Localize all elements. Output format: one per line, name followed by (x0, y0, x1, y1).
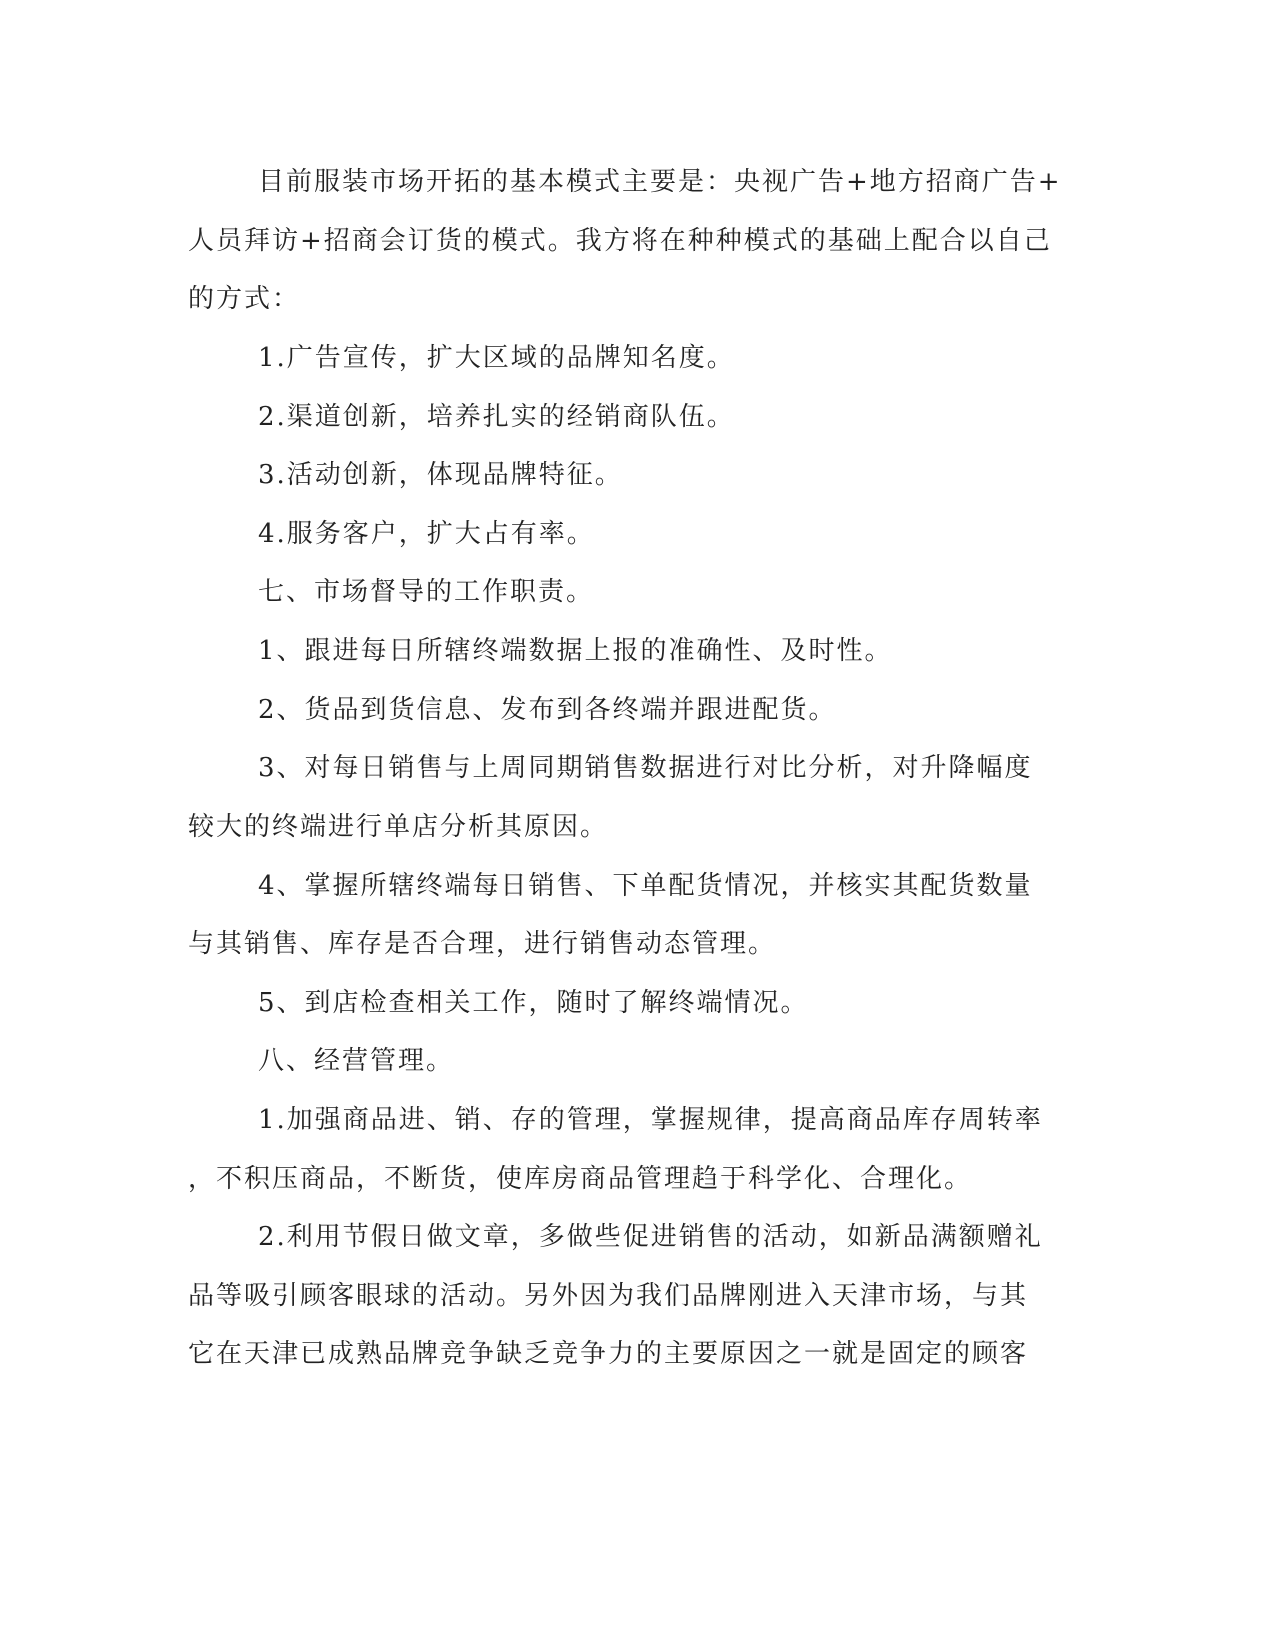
paragraph-line: 与其销售、库存是否合理，进行销售动态管理。 (188, 929, 777, 959)
list-item: 2、货品到货信息、发布到各终端并跟进配货。 (258, 695, 837, 725)
paragraph-line: ，不积压商品，不断货，使库房商品管理趋于科学化、合理化。 (188, 1164, 973, 1194)
paragraph-line: 它在天津已成熟品牌竞争缺乏竞争力的主要原因之一就是固定的顾客 (188, 1339, 1029, 1369)
list-item: 1.广告宣传，扩大区域的品牌知名度。 (258, 343, 735, 373)
paragraph-line: 人员拜访+招商会订货的模式。我方将在种种模式的基础上配合以自己 (188, 226, 1052, 256)
list-item: 5、到店检查相关工作，随时了解终端情况。 (258, 988, 809, 1018)
list-item: 2.利用节假日做文章，多做些促进销售的活动，如新品满额赠礼 (258, 1222, 1043, 1252)
list-item: 4、掌握所辖终端每日销售、下单配货情况，并核实其配货数量 (258, 871, 1033, 901)
list-item: 3、对每日销售与上周同期销售数据进行对比分析，对升降幅度 (258, 753, 1033, 783)
list-item: 3.活动创新，体现品牌特征。 (258, 460, 623, 490)
section-heading: 七、市场督导的工作职责。 (258, 577, 595, 607)
paragraph-line: 目前服装市场开拓的基本模式主要是：央视广告+地方招商广告+ (258, 167, 1062, 197)
list-item: 2.渠道创新，培养扎实的经销商队伍。 (258, 402, 735, 432)
paragraph-line: 品等吸引顾客眼球的活动。另外因为我们品牌刚进入天津市场，与其 (188, 1281, 1029, 1311)
paragraph-line: 的方式： (188, 284, 301, 314)
list-item: 4.服务客户，扩大占有率。 (258, 519, 595, 549)
list-item: 1、跟进每日所辖终端数据上报的准确性、及时性。 (258, 636, 893, 666)
list-item: 1.加强商品进、销、存的管理，掌握规律，提高商品库存周转率 (258, 1105, 1043, 1135)
paragraph-line: 较大的终端进行单店分析其原因。 (188, 812, 609, 842)
section-heading: 八、经营管理。 (258, 1046, 455, 1076)
